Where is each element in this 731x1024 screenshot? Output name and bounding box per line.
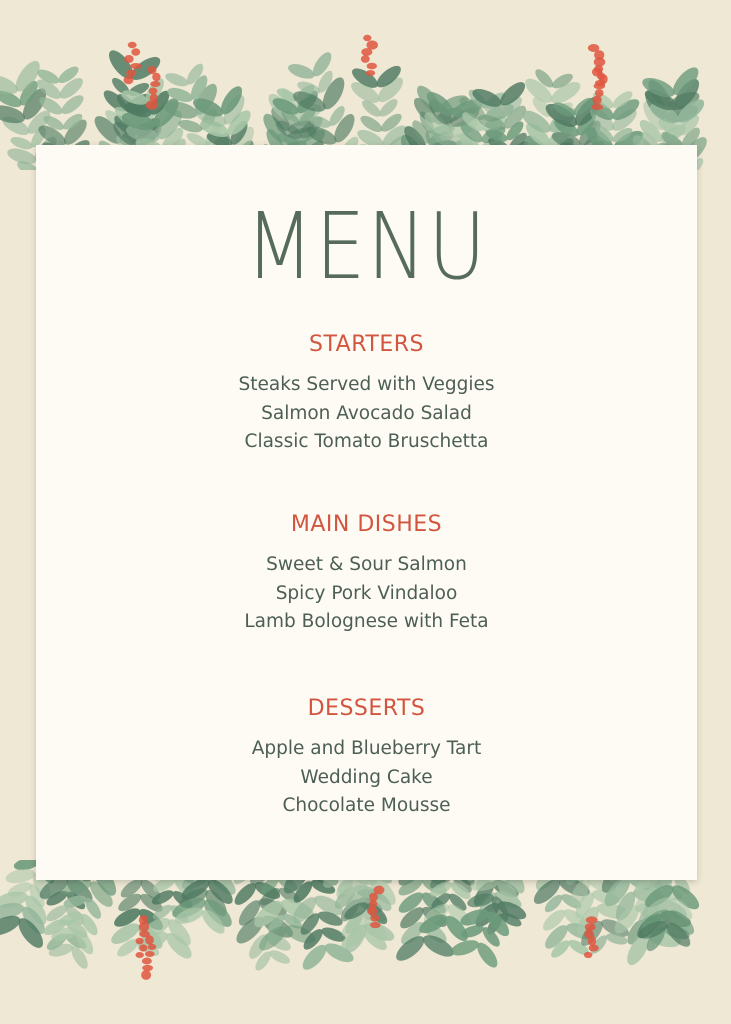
berry-shape [145,935,154,944]
menu-item: Wedding Cake [300,766,433,788]
berry-shape [366,70,375,76]
desserts-list [36,735,697,821]
berry-shape [128,42,137,48]
menu-item: Classic Tomato Bruschetta [244,431,489,452]
berry-shape [135,952,144,958]
section-main-dishes [36,512,697,637]
menu-item: Sweet & Sour Salmon [266,554,467,575]
berry-shape [589,945,599,952]
berry-shape [124,55,133,63]
berry-shape [146,100,158,110]
berry-shape [584,952,593,958]
berry-shape [370,914,379,921]
berry-shape [131,48,140,55]
berry-shape [142,965,153,971]
berry-shape [594,83,606,89]
berry-shape [599,74,608,84]
starters-list [36,371,697,457]
foliage-bottom-decoration [0,860,731,1024]
menu-item: Spicy Pork Vindaloo [275,582,458,604]
menu-item: Lamb Bolognese with Feta [244,611,489,632]
berry-shape [142,958,152,965]
leaf-shape [267,947,292,966]
section-heading-desserts: DESSERTS [307,696,426,721]
berry-shape [370,922,381,928]
leaf-shape [286,61,316,82]
menu-item: Salmon Avocado Salad [261,402,472,424]
section-heading-main-dishes: MAIN DISHES [290,512,443,537]
berry-shape [145,951,155,957]
berry-shape [139,922,149,932]
menu-item: Steaks Served with Veggies [238,374,495,395]
berry-shape [591,104,603,110]
leaf-shape [164,70,191,89]
berry-shape [148,944,157,950]
berry-shape [367,63,377,70]
leaf-shape [4,866,36,885]
berry-shape [367,907,377,915]
berry-shape [139,944,147,951]
menu-title: MENU [245,193,488,300]
main-dishes-list [36,551,697,637]
section-desserts [36,696,697,821]
berry-shape [592,96,601,105]
berry-shape [361,55,370,63]
berry-shape [152,73,160,82]
berry-shape [136,938,144,945]
section-starters [36,332,697,457]
menu-card [36,145,697,880]
berry-shape [126,70,136,77]
berry-shape [141,970,151,980]
berry-shape [124,76,134,85]
berry-shape [586,916,598,923]
menu-item: Apple and Blueberry Tart [251,738,482,759]
berry-shape [588,936,596,946]
menu-item: Chocolate Mousse [282,795,451,816]
berry-shape [361,48,372,56]
berry-shape [130,63,142,69]
section-heading-starters: STARTERS [308,332,425,357]
berry-shape [149,87,158,94]
berry-shape [150,81,160,87]
berry-shape [363,35,371,41]
